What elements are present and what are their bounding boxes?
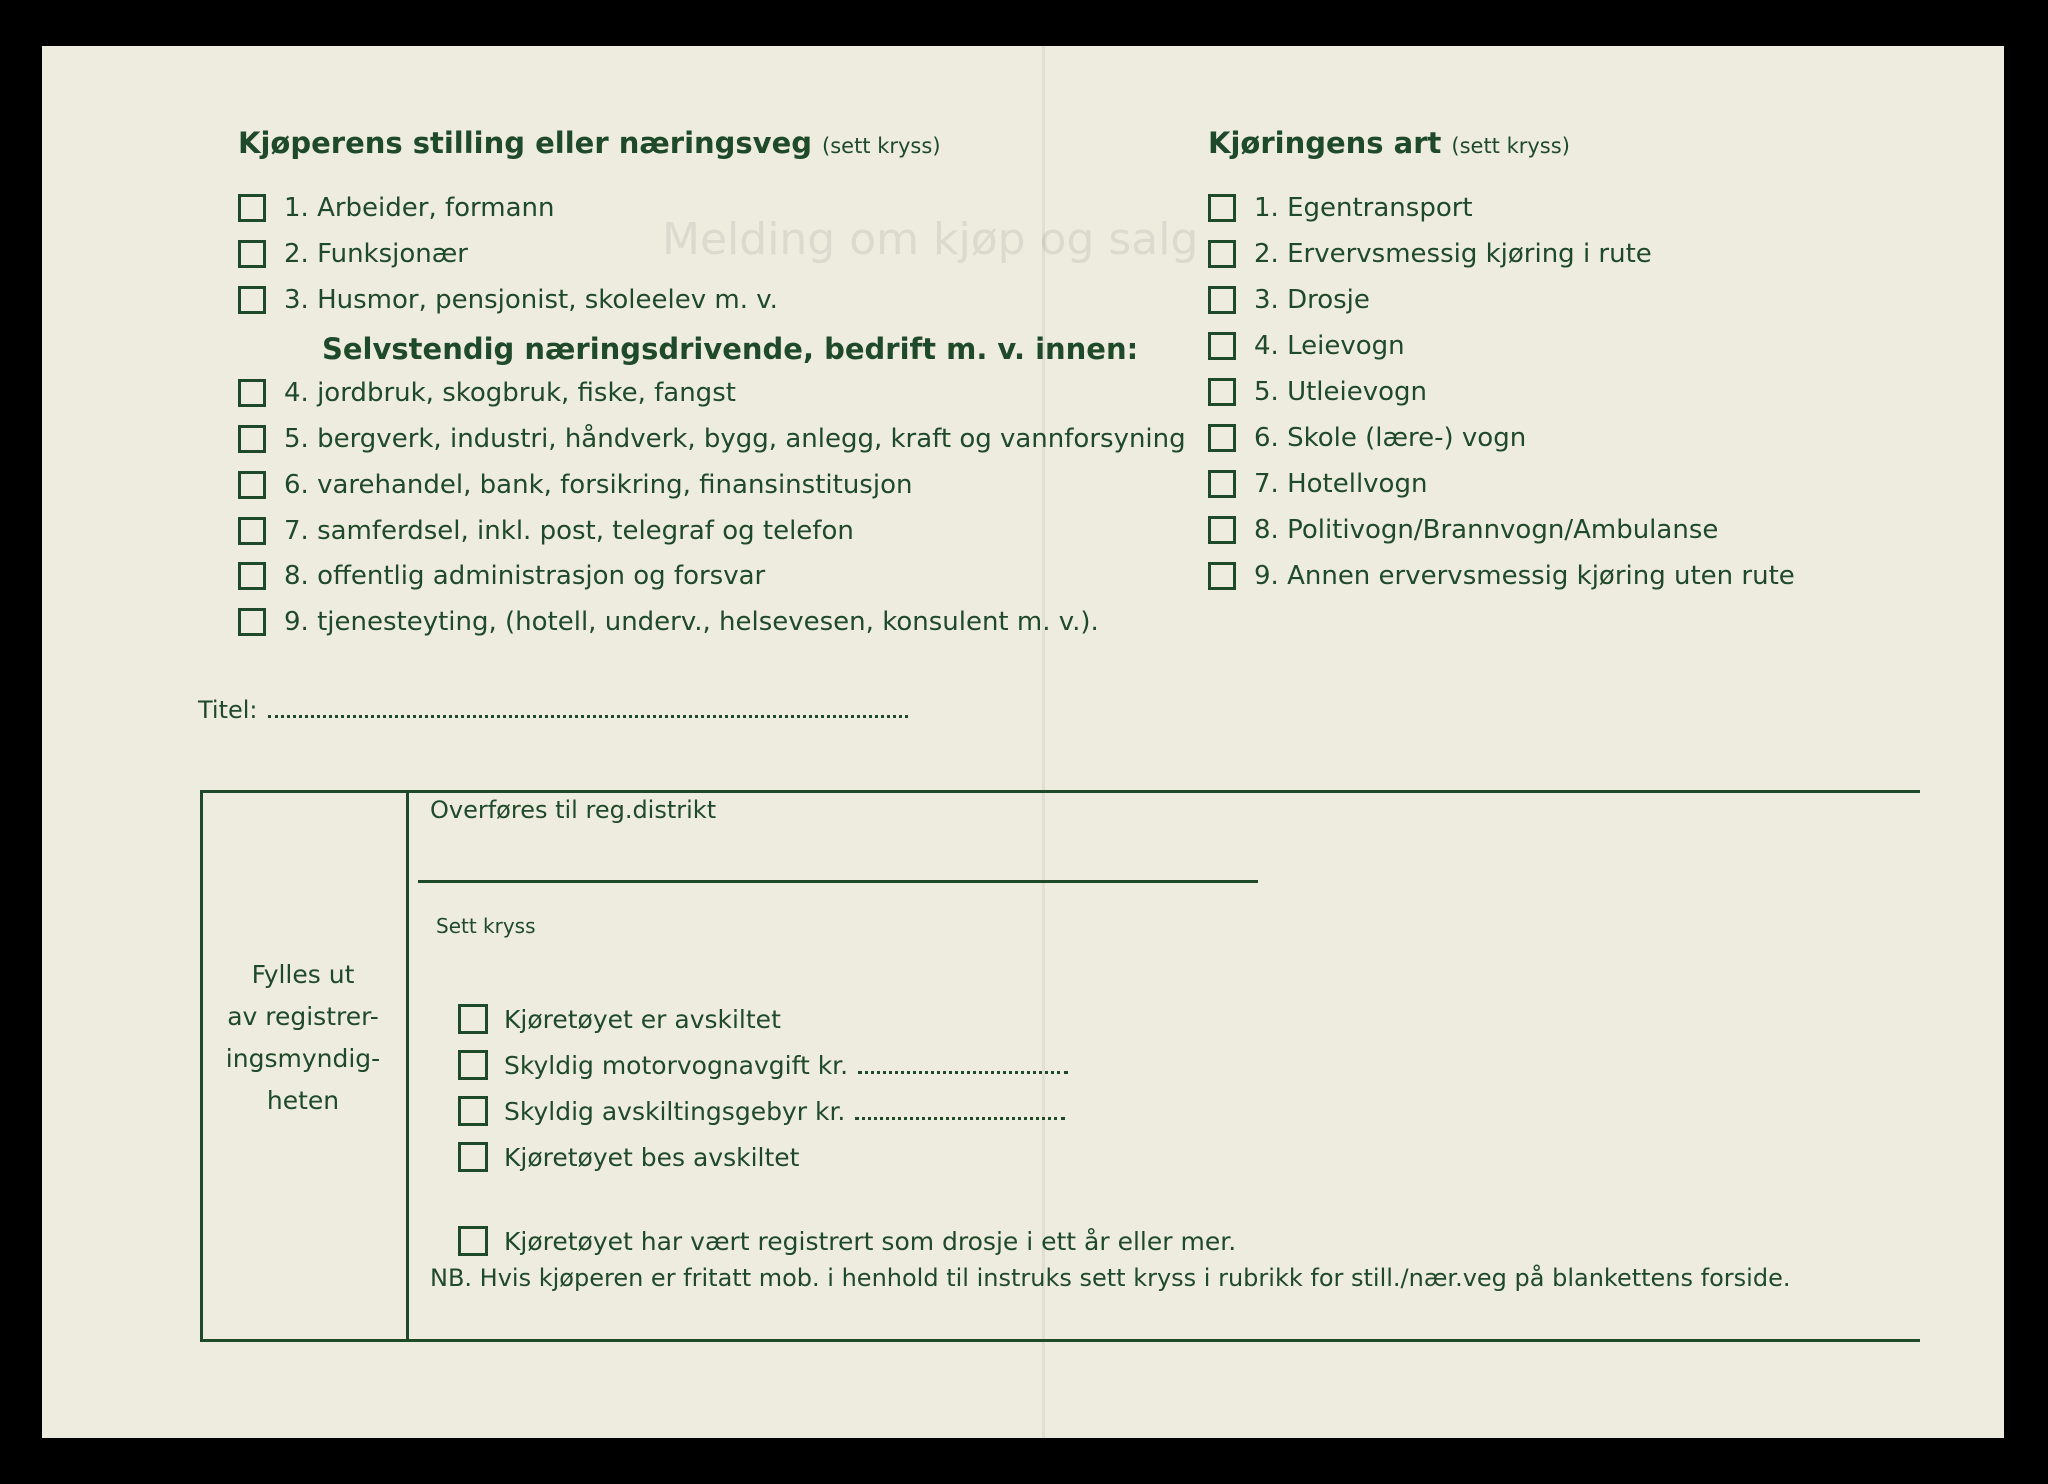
checkbox[interactable]	[458, 1004, 488, 1034]
option-label: Skyldig avskiltingsgebyr kr.	[504, 1096, 846, 1126]
option-label: Kjøretøyet har vært registrert som drosje i ett år eller mer.	[504, 1226, 1237, 1256]
option-label: Kjøretøyet bes avskiltet	[504, 1142, 800, 1172]
side-label-line: Fylles ut	[251, 960, 355, 989]
reg-option-drosje[interactable]	[458, 1226, 1236, 1256]
reg-option-avskiltet[interactable]	[458, 1004, 781, 1034]
driving-option-9[interactable]	[1208, 561, 1795, 591]
checkbox[interactable]	[1208, 332, 1236, 360]
self-employed-subheading: Selvstendig næringsdrivende, bedrift m. v. innen:	[322, 332, 1139, 366]
occupation-option-2[interactable]	[238, 239, 468, 269]
buyer-occupation-heading-text: Kjøperens stilling eller næringsveg	[238, 126, 813, 160]
driving-option-5[interactable]	[1208, 377, 1427, 407]
occupation-option-4[interactable]	[238, 378, 736, 408]
option-label: Skyldig motorvognavgift kr.	[504, 1050, 849, 1080]
nb-note: NB. Hvis kjøperen er fritatt mob. i henhold til instruks sett kryss i rubrikk for still./nær.veg på blankettens forside.	[430, 1264, 1791, 1292]
titel-field[interactable]	[198, 696, 908, 724]
titel-label: Titel:	[198, 696, 258, 724]
option-label: 5. Utleievogn	[1254, 377, 1428, 407]
checkbox[interactable]	[238, 562, 266, 590]
checkbox[interactable]	[458, 1096, 488, 1126]
checkbox[interactable]	[1208, 286, 1236, 314]
checkbox[interactable]	[1208, 424, 1236, 452]
transfer-district-input-line[interactable]	[418, 880, 1258, 883]
driving-type-heading	[1208, 126, 1570, 160]
checkbox[interactable]	[1208, 194, 1236, 222]
driving-option-4[interactable]	[1208, 331, 1405, 361]
bleed-through-text: Melding om kjøp og salg	[662, 214, 1199, 265]
occupation-option-3[interactable]	[238, 285, 778, 315]
option-label: 8. offentlig administrasjon og forsvar	[284, 561, 766, 591]
reg-option-motorvognavgift[interactable]	[458, 1050, 1068, 1080]
checkbox[interactable]	[238, 194, 266, 222]
checkbox[interactable]	[458, 1226, 488, 1256]
option-label: 9. Annen ervervsmessig kjøring uten rute	[1254, 561, 1795, 591]
driving-option-8[interactable]	[1208, 515, 1718, 545]
driving-option-6[interactable]	[1208, 423, 1526, 453]
occupation-option-5[interactable]	[238, 424, 1186, 454]
amount-dotted-line[interactable]	[855, 1116, 1065, 1120]
option-label: 4. jordbruk, skogbruk, fiske, fangst	[284, 378, 736, 408]
option-label: 6. varehandel, bank, forsikring, finansinstitusjon	[284, 470, 913, 500]
occupation-option-6[interactable]	[238, 470, 912, 500]
checkbox[interactable]	[1208, 378, 1236, 406]
checkbox[interactable]	[1208, 516, 1236, 544]
driving-type-heading-text: Kjøringens art	[1208, 126, 1442, 160]
option-label: 5. bergverk, industri, håndverk, bygg, anlegg, kraft og vannforsyning	[284, 424, 1186, 454]
checkbox[interactable]	[238, 608, 266, 636]
option-label: 3. Drosje	[1254, 285, 1370, 315]
checkbox[interactable]	[1208, 240, 1236, 268]
buyer-occupation-heading	[238, 126, 941, 160]
occupation-option-8[interactable]	[238, 561, 765, 591]
registration-side-label	[218, 954, 388, 1122]
sett-kryss-label: Sett kryss	[436, 914, 536, 938]
option-label: 4. Leievogn	[1254, 331, 1405, 361]
driving-option-3[interactable]	[1208, 285, 1370, 315]
driving-type-heading-note: (sett kryss)	[1451, 134, 1570, 158]
amount-dotted-line[interactable]	[858, 1070, 1068, 1074]
occupation-option-7[interactable]	[238, 516, 854, 546]
checkbox[interactable]	[238, 286, 266, 314]
driving-option-7[interactable]	[1208, 469, 1427, 499]
checkbox[interactable]	[238, 240, 266, 268]
checkbox[interactable]	[458, 1050, 488, 1080]
option-label: 7. Hotellvogn	[1254, 469, 1428, 499]
reg-option-avskiltingsgebyr[interactable]	[458, 1096, 1065, 1126]
checkbox[interactable]	[238, 425, 266, 453]
checkbox[interactable]	[238, 471, 266, 499]
side-label-line: ingsmyndig-	[225, 1044, 381, 1073]
registration-box-divider	[406, 790, 409, 1342]
option-label: 8. Politivogn/Brannvogn/Ambulanse	[1254, 515, 1719, 545]
option-label: 2. Funksjonær	[284, 239, 468, 269]
option-label: 6. Skole (lære-) vogn	[1254, 423, 1527, 453]
side-label-line: heten	[266, 1086, 340, 1115]
occupation-option-1[interactable]	[238, 193, 555, 223]
titel-dotted-line[interactable]	[268, 714, 908, 718]
option-label: 7. samferdsel, inkl. post, telegraf og telefon	[284, 516, 854, 546]
driving-option-1[interactable]	[1208, 193, 1473, 223]
checkbox[interactable]	[238, 379, 266, 407]
buyer-occupation-heading-note: (sett kryss)	[822, 134, 941, 158]
option-label: 2. Ervervsmessig kjøring i rute	[1254, 239, 1652, 269]
driving-option-2[interactable]	[1208, 239, 1652, 269]
option-label: 1. Arbeider, formann	[284, 193, 555, 223]
checkbox[interactable]	[1208, 470, 1236, 498]
option-label: Kjøretøyet er avskiltet	[504, 1004, 781, 1034]
transfer-district-label: Overføres til reg.distrikt	[430, 796, 717, 824]
checkbox[interactable]	[238, 517, 266, 545]
occupation-option-9[interactable]	[238, 607, 1099, 637]
option-label: 1. Egentransport	[1254, 193, 1473, 223]
checkbox[interactable]	[1208, 562, 1236, 590]
option-label: 9. tjenesteyting, (hotell, underv., helsevesen, konsulent m. v.).	[284, 607, 1099, 637]
checkbox[interactable]	[458, 1142, 488, 1172]
side-label-line: av registrer-	[227, 1002, 379, 1031]
option-label: 3. Husmor, pensjonist, skoleelev m. v.	[284, 285, 778, 315]
reg-option-bes-avskiltet[interactable]	[458, 1142, 799, 1172]
